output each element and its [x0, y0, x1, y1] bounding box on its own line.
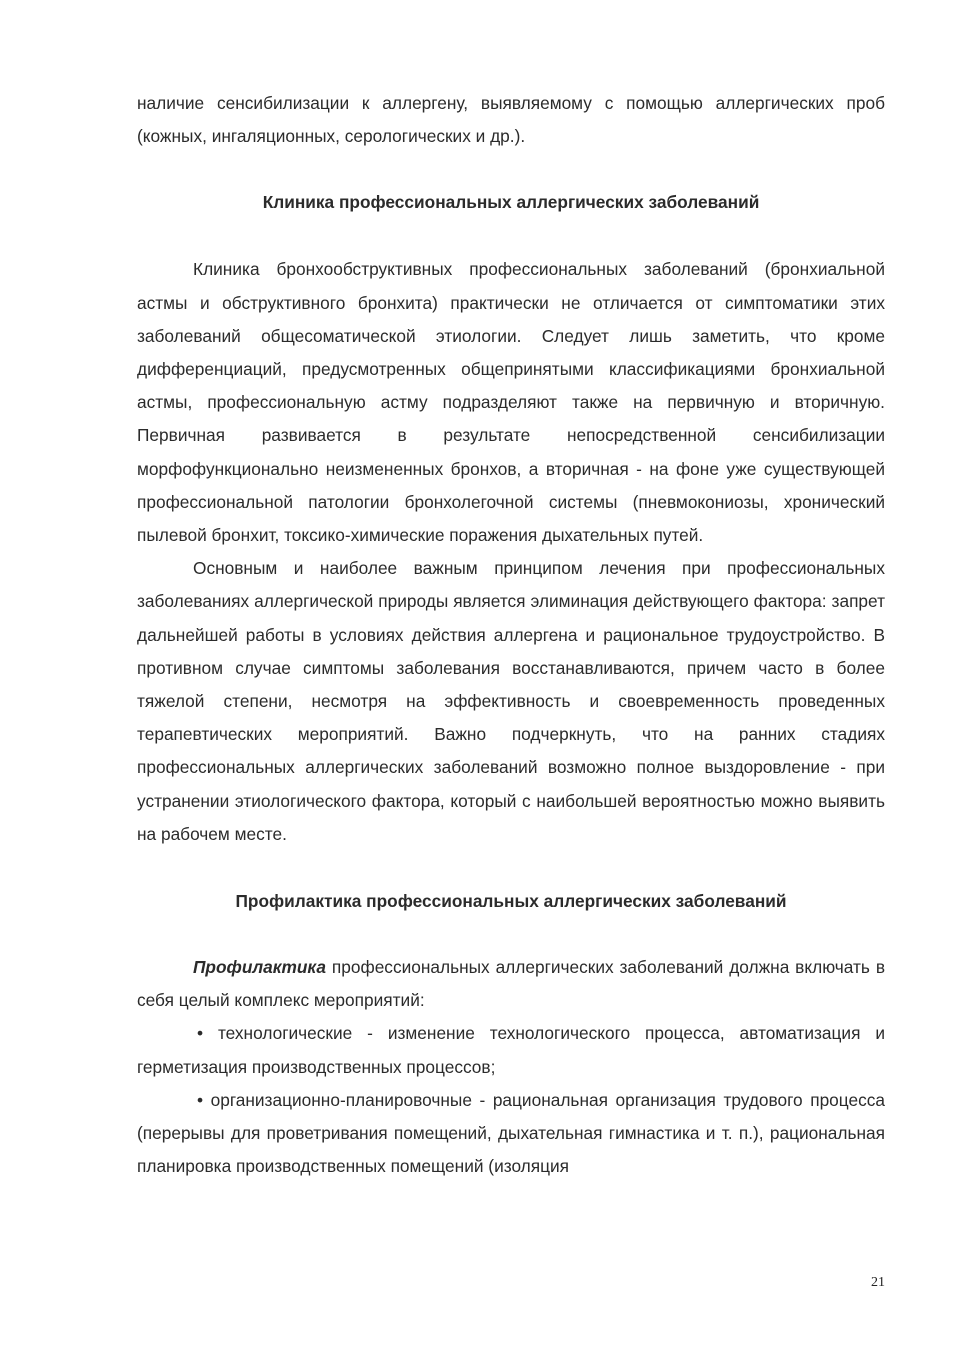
- prevention-lead-paragraph: [137, 951, 885, 1017]
- prevention-lead-text: профессиональных аллергических заболеваний должна включать в себя целый комплекс мероприятий:: [137, 957, 885, 1011]
- clinic-paragraph-2: Основным и наиболее важным принципом лечения при профессиональных заболеваниях аллергической природы является элиминация действующего фактора: запрет дальнейшей работы в условиях действия аллергена и рациональное трудоустройство. В противном случае симптомы заболевания восстанавливаются, причем часто в более тяжелой степени, несмотря на эффективность и своевременность проведенных терапевтических мероприятий. Важно подчеркнуть, что на ранних стадиях профессиональных аллергических заболеваний возможно полное выздоровление - при устранении этиологического фактора, который с наибольшей вероятностью можно выявить на рабочем месте.: [137, 558, 885, 844]
- prevention-bullet-technological: • технологические - изменение технологического процесса, автоматизация и герметизация производственных процессов;: [137, 1023, 885, 1077]
- section-heading-prevention: Профилактика профессиональных аллергических заболеваний: [235, 891, 787, 912]
- document-page: [137, 87, 885, 1183]
- prevention-lead-emphasis: Профилактика: [193, 957, 327, 978]
- prevention-bullet-organizational: • организационно-планировочные - рациональная организация трудового процесса (перерывы для проветривания помещений, дыхательная гимнастика и т. п.), рациональная планировка производственных помещений (изоляция: [137, 1089, 885, 1177]
- page-number: 21: [871, 1275, 885, 1290]
- clinic-paragraph-1: Клиника бронхообструктивных профессиональных заболеваний (бронхиальной астмы и обструктивного бронхита) практически не отличается от симптоматики этих заболеваний общесоматической этиологии. Следует лишь заметить, что кроме дифференциаций, предусмотренных общепринятыми классификациями бронхиальной астмы, профессиональную астму подразделяют также на первичную и вторичную. Первичная развивается в результате непосредственной сенсибилизации морфофункционально неизмененных бронхов, а вторичная - на фоне уже существующей профессиональной патологии бронхолегочной системы (пневмокониозы, хронический пылевой бронхит, токсико-химические поражения дыхательных путей.: [137, 259, 885, 546]
- intro-paragraph: наличие сенсибилизации к аллергену, выявляемому с помощью аллергических проб (кожных, ингаляционных, серологических и др.).: [137, 93, 885, 147]
- section-heading-clinic: Клиника профессиональных аллергических заболеваний: [262, 192, 760, 213]
